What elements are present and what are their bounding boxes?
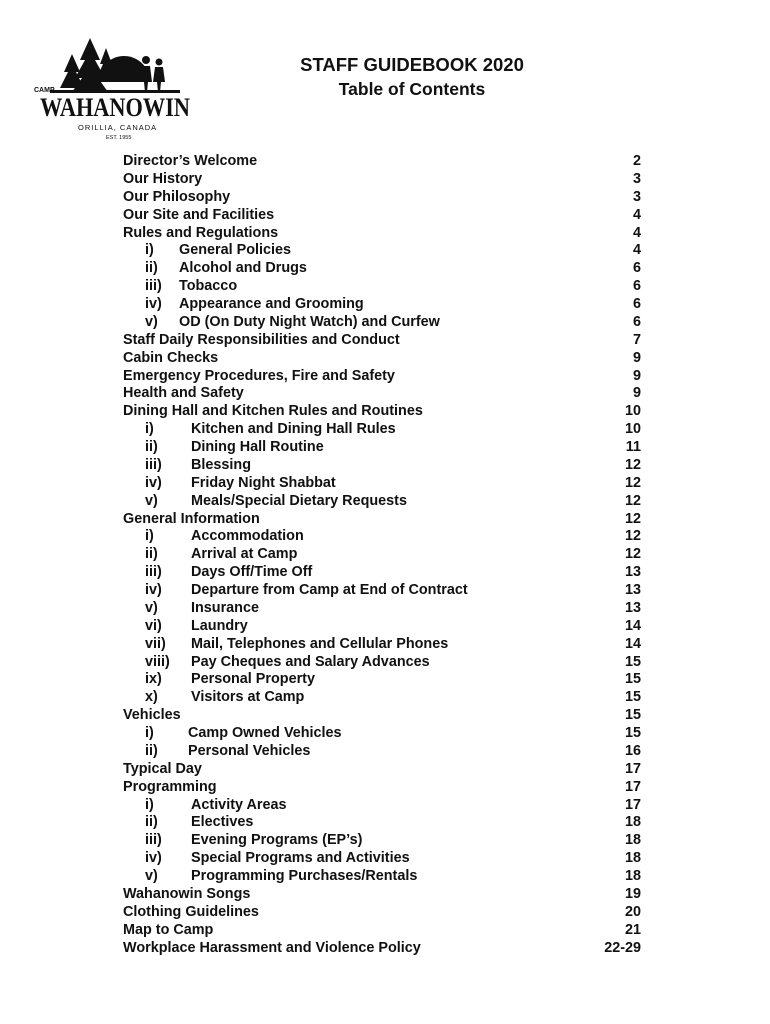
toc-entry-title: Mail, Telephones and Cellular Phones: [191, 635, 449, 652]
toc-entry-title: Days Off/Time Off: [191, 564, 313, 581]
toc-entry-number: v): [145, 492, 158, 509]
toc-entry-title: Meals/Special Dietary Requests: [191, 492, 407, 509]
toc-entry: [123, 671, 641, 689]
toc-entry-page: 16: [624, 742, 641, 759]
toc-entry-number: v): [145, 313, 158, 330]
toc-entry-number: iv): [145, 474, 162, 491]
toc-entry-title: Blessing: [191, 456, 251, 473]
toc-entry-title: Wahanowin Songs: [123, 885, 251, 902]
toc-entry: [123, 689, 641, 707]
toc-entry-title: Kitchen and Dining Hall Rules: [191, 421, 396, 438]
toc-entry: [123, 779, 641, 797]
toc-entry-page: 12: [624, 474, 641, 491]
toc-entry-title: Workplace Harassment and Violence Policy: [123, 939, 421, 956]
toc-entry-title: Dining Hall and Kitchen Rules and Routines: [123, 403, 423, 420]
toc-entry-number: iv): [145, 582, 162, 598]
toc-entry: [123, 385, 641, 403]
toc-entry: [123, 493, 641, 511]
toc-entry-page: 17: [624, 760, 641, 777]
logo-prefix: CAMP: [34, 87, 55, 94]
toc-entry-page: 18: [624, 868, 641, 884]
toc-entry-title: Clothing Guidelines: [123, 903, 259, 920]
toc-entry-title: Rules and Regulations: [123, 224, 279, 241]
toc-entry-title: Laundry: [191, 617, 248, 634]
toc-entry-number: vii): [145, 635, 166, 652]
toc-entry-page: 18: [624, 814, 641, 831]
toc-entry: [123, 511, 641, 529]
logo-established: EST. 1955: [106, 135, 132, 140]
toc-entry-page: 3: [632, 188, 641, 205]
toc-entry: [123, 546, 641, 564]
toc-entry-title: Activity Areas: [191, 796, 287, 813]
toc-entry-number: iii): [145, 832, 162, 849]
toc-entry-page: 10: [624, 421, 641, 438]
toc-entry: [123, 278, 641, 296]
toc-entry: [123, 868, 641, 886]
toc-entry-title: Camp Owned Vehicles: [188, 725, 342, 741]
toc-entry-page: 12: [624, 528, 641, 545]
toc-entry-page: 7: [632, 331, 641, 348]
toc-entry-page: 4: [632, 206, 641, 223]
toc-entry-number: vi): [145, 617, 162, 634]
toc-entry-page: 14: [624, 635, 641, 652]
toc-entry: [123, 475, 641, 493]
toc-entry-page: 14: [624, 617, 641, 634]
toc-entry: [123, 207, 641, 225]
toc-entry-number: i): [145, 421, 154, 438]
toc-entry-title: Programming: [123, 778, 217, 795]
toc-entry-title: Dining Hall Routine: [191, 439, 324, 455]
document-title: STAFF GUIDEBOOK 2020: [300, 54, 524, 75]
toc-entry-page: 18: [624, 850, 641, 867]
toc-entry-number: ii): [145, 546, 158, 563]
toc-entry: [123, 350, 641, 368]
toc-entry: [123, 189, 641, 207]
toc-entry-title: Tobacco: [179, 278, 238, 295]
toc-entry-page: 6: [632, 313, 641, 330]
toc-entry-title: Vehicles: [123, 707, 181, 724]
toc-entry: [123, 654, 641, 672]
toc-entry-title: Staff Daily Responsibilities and Conduct: [123, 331, 400, 348]
toc-entry-title: Our Site and Facilities: [123, 206, 275, 223]
toc-entry-title: Arrival at Camp: [191, 546, 298, 563]
toc-entry-page: 12: [624, 492, 641, 509]
toc-entry-title: Alcohol and Drugs: [179, 260, 307, 277]
toc-entry: [123, 439, 641, 457]
toc-entry-page: 19: [624, 885, 641, 902]
toc-entry-page: 15: [624, 671, 641, 688]
toc-entry-title: Health and Safety: [123, 385, 244, 402]
toc-entry-number: iv): [145, 296, 162, 312]
toc-entry-title: Director’s Welcome: [123, 153, 258, 169]
toc-entry-page: 12: [624, 546, 641, 563]
toc-entry: [123, 743, 641, 761]
toc-entry-number: v): [145, 868, 158, 884]
toc-entry: [123, 600, 641, 618]
toc-entry-number: i): [145, 528, 154, 545]
toc-entry-title: Accommodation: [191, 528, 304, 545]
toc-entry-title: Cabin Checks: [123, 349, 219, 366]
toc-entry: [123, 850, 641, 868]
toc-entry-number: ii): [145, 260, 158, 277]
document-subtitle: Table of Contents: [338, 79, 486, 99]
toc-entry-title: Evening Programs (EP’s): [191, 832, 363, 849]
table-of-contents: [123, 153, 641, 957]
toc-entry-page: 11: [625, 439, 641, 455]
toc-entry-number: i): [145, 725, 154, 741]
toc-entry-page: 20: [624, 903, 641, 920]
toc-entry-page: 15: [624, 707, 641, 724]
toc-entry-page: 6: [632, 296, 641, 312]
toc-entry-page: 4: [632, 242, 641, 259]
toc-entry-title: Insurance: [191, 599, 259, 616]
toc-entry-title: Personal Property: [191, 671, 315, 688]
toc-entry: [123, 761, 641, 779]
toc-entry-title: Our History: [123, 170, 203, 187]
toc-entry-title: Departure from Camp at End of Contract: [191, 582, 468, 598]
toc-entry-title: Special Programs and Activities: [191, 850, 410, 867]
toc-entry: [123, 707, 641, 725]
toc-entry-page: 13: [624, 582, 641, 598]
toc-entry-page: 3: [632, 170, 641, 187]
toc-entry-title: Personal Vehicles: [188, 742, 311, 759]
toc-entry: [123, 814, 641, 832]
toc-entry: [123, 260, 641, 278]
toc-entry-title: General Information: [123, 510, 260, 527]
toc-entry-title: General Policies: [179, 242, 291, 259]
toc-entry-number: ii): [145, 742, 158, 759]
toc-entry: [123, 368, 641, 386]
logo-location: ORILLIA, CANADA: [78, 123, 158, 132]
toc-entry: [123, 296, 641, 314]
toc-entry-number: ii): [145, 814, 158, 831]
toc-entry-page: 17: [624, 796, 641, 813]
toc-entry-number: ii): [145, 439, 158, 455]
toc-entry: [123, 528, 641, 546]
toc-entry: [123, 886, 641, 904]
toc-entry-number: iv): [145, 850, 162, 867]
toc-entry: [123, 171, 641, 189]
toc-entry-number: ix): [145, 671, 162, 688]
toc-entry: [123, 457, 641, 475]
toc-entry: [123, 582, 641, 600]
toc-entry-page: 10: [624, 403, 641, 420]
toc-entry: [123, 618, 641, 636]
toc-entry-page: 9: [632, 385, 641, 402]
toc-entry-title: Electives: [191, 814, 254, 831]
toc-entry-page: 21: [624, 921, 641, 938]
toc-entry: [123, 922, 641, 940]
toc-entry-title: OD (On Duty Night Watch) and Curfew: [179, 313, 440, 330]
toc-entry: [123, 403, 641, 421]
toc-entry-title: Typical Day: [123, 760, 202, 777]
toc-entry: [123, 153, 641, 171]
toc-entry-number: i): [145, 242, 154, 259]
toc-entry-page: 9: [632, 349, 641, 366]
toc-entry: [123, 636, 641, 654]
toc-entry-number: iii): [145, 278, 162, 295]
toc-entry: [123, 314, 641, 332]
toc-entry-title: Programming Purchases/Rentals: [191, 868, 418, 884]
toc-entry: [123, 940, 641, 958]
toc-entry-page: 6: [632, 278, 641, 295]
toc-entry: [123, 797, 641, 815]
toc-entry: [123, 564, 641, 582]
toc-entry: [123, 832, 641, 850]
toc-entry-page: 6: [632, 260, 641, 277]
toc-entry-number: iii): [145, 456, 162, 473]
toc-entry-page: 12: [624, 456, 641, 473]
toc-entry-page: 15: [624, 725, 641, 741]
toc-entry: [123, 725, 641, 743]
toc-entry-title: Map to Camp: [123, 921, 214, 938]
toc-entry-page: 9: [632, 367, 641, 384]
toc-entry-page: 15: [624, 653, 641, 670]
toc-entry-page: 2: [632, 153, 641, 169]
toc-entry-page: 13: [624, 599, 641, 616]
toc-entry-number: v): [145, 599, 158, 616]
toc-entry-number: i): [145, 796, 154, 813]
toc-entry-title: Emergency Procedures, Fire and Safety: [123, 367, 395, 384]
toc-entry-number: viii): [145, 653, 170, 670]
document-header: [0, 54, 770, 100]
toc-entry-page: 12: [624, 510, 641, 527]
logo-brand: WAHANOWIN: [40, 93, 191, 122]
toc-entry: [123, 242, 641, 260]
toc-entry-page: 4: [632, 224, 641, 241]
toc-entry-title: Pay Cheques and Salary Advances: [191, 653, 430, 670]
toc-entry: [123, 421, 641, 439]
toc-entry-page: 22-29: [604, 939, 641, 956]
toc-entry-page: 17: [624, 778, 641, 795]
toc-entry-page: 15: [624, 689, 641, 706]
toc-entry-title: Appearance and Grooming: [179, 296, 364, 312]
toc-entry-title: Our Philosophy: [123, 188, 231, 205]
toc-entry-page: 18: [624, 832, 641, 849]
toc-entry-title: Visitors at Camp: [191, 689, 305, 706]
toc-entry-number: iii): [145, 564, 162, 581]
toc-entry-number: x): [145, 689, 158, 706]
toc-entry: [123, 225, 641, 243]
toc-entry-title: Friday Night Shabbat: [191, 474, 336, 491]
toc-entry-page: 13: [624, 564, 641, 581]
toc-entry: [123, 332, 641, 350]
toc-entry: [123, 904, 641, 922]
